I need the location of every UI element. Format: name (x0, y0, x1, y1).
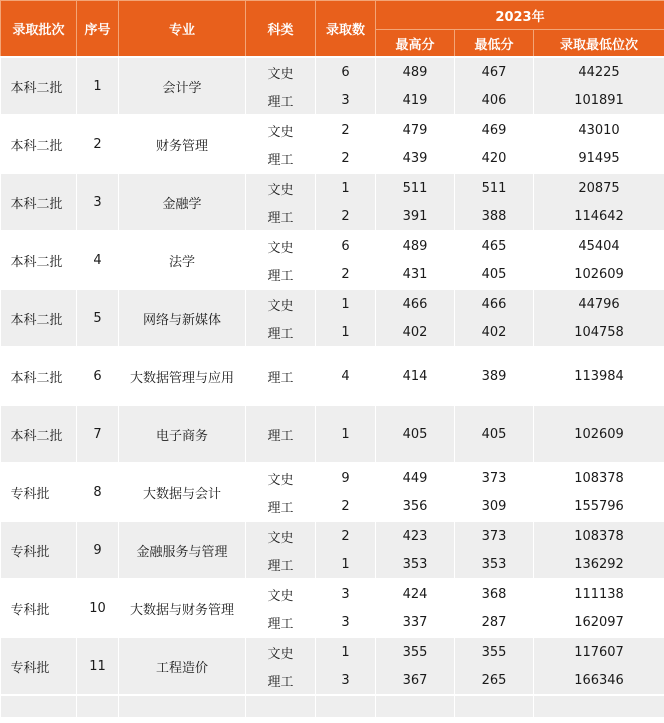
cell-max-score: 424 (376, 579, 455, 608)
cell-count: 1 (316, 318, 376, 347)
cell-min-score: 466 (455, 289, 534, 318)
empty-cell (534, 695, 664, 717)
cell-count: 1 (316, 550, 376, 579)
cell-count: 6 (316, 231, 376, 260)
cell-major: 网络与新媒体 (119, 289, 246, 347)
cell-min-score: 406 (455, 86, 534, 115)
cell-min-rank: 136292 (534, 550, 664, 579)
cell-type: 文史 (246, 521, 316, 550)
cell-type: 理工 (246, 492, 316, 521)
cell-min-score: 353 (455, 550, 534, 579)
cell-count: 1 (316, 173, 376, 202)
empty-cell (77, 695, 119, 717)
empty-cell (455, 695, 534, 717)
cell-major: 会计学 (119, 57, 246, 115)
cell-count: 3 (316, 86, 376, 115)
cell-max-score: 356 (376, 492, 455, 521)
cell-min-score: 467 (455, 57, 534, 86)
table-row (1, 173, 664, 202)
header-year: 2023年 (376, 1, 664, 30)
cell-max-score: 511 (376, 173, 455, 202)
table-filler-row (1, 695, 664, 717)
cell-min-score: 389 (455, 347, 534, 405)
cell-min-score: 469 (455, 115, 534, 144)
cell-min-rank: 43010 (534, 115, 664, 144)
cell-type: 理工 (246, 86, 316, 115)
cell-max-score: 449 (376, 463, 455, 492)
cell-max-score: 489 (376, 231, 455, 260)
cell-count: 2 (316, 521, 376, 550)
cell-no: 5 (77, 289, 119, 347)
cell-type: 文史 (246, 231, 316, 260)
cell-type: 文史 (246, 637, 316, 666)
cell-min-rank: 104758 (534, 318, 664, 347)
cell-major: 工程造价 (119, 637, 246, 695)
cell-count: 6 (316, 57, 376, 86)
cell-no: 11 (77, 637, 119, 695)
cell-major: 电子商务 (119, 405, 246, 463)
table-row (1, 289, 664, 318)
empty-cell (376, 695, 455, 717)
cell-batch: 专科批 (1, 637, 77, 695)
table-body (1, 57, 664, 717)
table-row (1, 637, 664, 666)
table-row (1, 231, 664, 260)
cell-no: 10 (77, 579, 119, 637)
cell-max-score: 337 (376, 608, 455, 637)
cell-min-rank: 102609 (534, 405, 664, 463)
cell-major: 大数据与会计 (119, 463, 246, 521)
cell-max-score: 479 (376, 115, 455, 144)
cell-no: 9 (77, 521, 119, 579)
header-min-score: 最低分 (455, 30, 534, 58)
cell-min-rank: 111138 (534, 579, 664, 608)
cell-max-score: 423 (376, 521, 455, 550)
table-row (1, 521, 664, 550)
cell-no: 6 (77, 347, 119, 405)
cell-min-rank: 102609 (534, 260, 664, 289)
cell-max-score: 402 (376, 318, 455, 347)
table-row (1, 579, 664, 608)
cell-no: 8 (77, 463, 119, 521)
cell-count: 2 (316, 492, 376, 521)
cell-major: 金融服务与管理 (119, 521, 246, 579)
cell-min-rank: 108378 (534, 463, 664, 492)
cell-min-rank: 117607 (534, 637, 664, 666)
header-type: 科类 (246, 1, 316, 58)
cell-no: 3 (77, 173, 119, 231)
cell-count: 1 (316, 637, 376, 666)
cell-type: 理工 (246, 347, 316, 405)
cell-batch: 本科二批 (1, 231, 77, 289)
cell-min-rank: 91495 (534, 144, 664, 173)
cell-count: 2 (316, 202, 376, 231)
cell-count: 1 (316, 405, 376, 463)
cell-type: 理工 (246, 666, 316, 695)
cell-max-score: 355 (376, 637, 455, 666)
cell-major: 大数据管理与应用 (119, 347, 246, 405)
header-max-score: 最高分 (376, 30, 455, 58)
cell-count: 2 (316, 115, 376, 144)
cell-type: 文史 (246, 115, 316, 144)
header-batch: 录取批次 (1, 1, 77, 58)
header-min-rank: 录取最低位次 (534, 30, 664, 58)
cell-type: 文史 (246, 289, 316, 318)
cell-batch: 本科二批 (1, 347, 77, 405)
cell-max-score: 419 (376, 86, 455, 115)
cell-count: 2 (316, 144, 376, 173)
cell-max-score: 466 (376, 289, 455, 318)
cell-count: 2 (316, 260, 376, 289)
cell-batch: 专科批 (1, 579, 77, 637)
cell-min-score: 388 (455, 202, 534, 231)
cell-no: 4 (77, 231, 119, 289)
header-major: 专业 (119, 1, 246, 58)
cell-type: 文史 (246, 579, 316, 608)
cell-batch: 本科二批 (1, 289, 77, 347)
cell-min-score: 355 (455, 637, 534, 666)
cell-min-score: 402 (455, 318, 534, 347)
table-row (1, 115, 664, 144)
cell-type: 理工 (246, 405, 316, 463)
cell-major: 金融学 (119, 173, 246, 231)
cell-min-rank: 113984 (534, 347, 664, 405)
cell-min-rank: 108378 (534, 521, 664, 550)
cell-major: 法学 (119, 231, 246, 289)
cell-max-score: 405 (376, 405, 455, 463)
cell-min-score: 405 (455, 405, 534, 463)
cell-no: 2 (77, 115, 119, 173)
cell-batch: 专科批 (1, 463, 77, 521)
cell-min-rank: 20875 (534, 173, 664, 202)
cell-count: 1 (316, 289, 376, 318)
cell-min-rank: 162097 (534, 608, 664, 637)
empty-cell (246, 695, 316, 717)
cell-min-score: 373 (455, 521, 534, 550)
cell-max-score: 439 (376, 144, 455, 173)
cell-batch: 本科二批 (1, 173, 77, 231)
header-count: 录取数 (316, 1, 376, 58)
cell-min-rank: 44225 (534, 57, 664, 86)
cell-batch: 本科二批 (1, 115, 77, 173)
cell-batch: 专科批 (1, 521, 77, 579)
cell-min-score: 368 (455, 579, 534, 608)
cell-type: 理工 (246, 550, 316, 579)
cell-min-rank: 114642 (534, 202, 664, 231)
cell-max-score: 489 (376, 57, 455, 86)
cell-major: 财务管理 (119, 115, 246, 173)
table-row (1, 347, 664, 405)
cell-max-score: 353 (376, 550, 455, 579)
cell-no: 1 (77, 57, 119, 115)
empty-cell (316, 695, 376, 717)
cell-batch: 本科二批 (1, 405, 77, 463)
table-row (1, 405, 664, 463)
cell-type: 文史 (246, 173, 316, 202)
empty-cell (119, 695, 246, 717)
cell-min-score: 309 (455, 492, 534, 521)
cell-max-score: 367 (376, 666, 455, 695)
cell-major: 大数据与财务管理 (119, 579, 246, 637)
cell-min-rank: 45404 (534, 231, 664, 260)
cell-type: 理工 (246, 608, 316, 637)
cell-type: 理工 (246, 260, 316, 289)
cell-count: 3 (316, 666, 376, 695)
cell-min-rank: 101891 (534, 86, 664, 115)
cell-max-score: 391 (376, 202, 455, 231)
table-header (1, 1, 664, 58)
cell-type: 理工 (246, 202, 316, 231)
cell-min-rank: 166346 (534, 666, 664, 695)
cell-type: 理工 (246, 318, 316, 347)
cell-min-score: 405 (455, 260, 534, 289)
cell-min-score: 373 (455, 463, 534, 492)
cell-min-score: 511 (455, 173, 534, 202)
cell-type: 文史 (246, 463, 316, 492)
cell-no: 7 (77, 405, 119, 463)
empty-cell (1, 695, 77, 717)
cell-max-score: 414 (376, 347, 455, 405)
cell-min-score: 265 (455, 666, 534, 695)
cell-count: 3 (316, 579, 376, 608)
cell-min-score: 420 (455, 144, 534, 173)
cell-min-score: 287 (455, 608, 534, 637)
table-row (1, 57, 664, 86)
header-no: 序号 (77, 1, 119, 58)
cell-min-rank: 155796 (534, 492, 664, 521)
table-row (1, 463, 664, 492)
cell-count: 3 (316, 608, 376, 637)
cell-count: 4 (316, 347, 376, 405)
cell-count: 9 (316, 463, 376, 492)
cell-type: 理工 (246, 144, 316, 173)
cell-min-score: 465 (455, 231, 534, 260)
cell-max-score: 431 (376, 260, 455, 289)
cell-type: 文史 (246, 57, 316, 86)
cell-min-rank: 44796 (534, 289, 664, 318)
cell-batch: 本科二批 (1, 57, 77, 115)
